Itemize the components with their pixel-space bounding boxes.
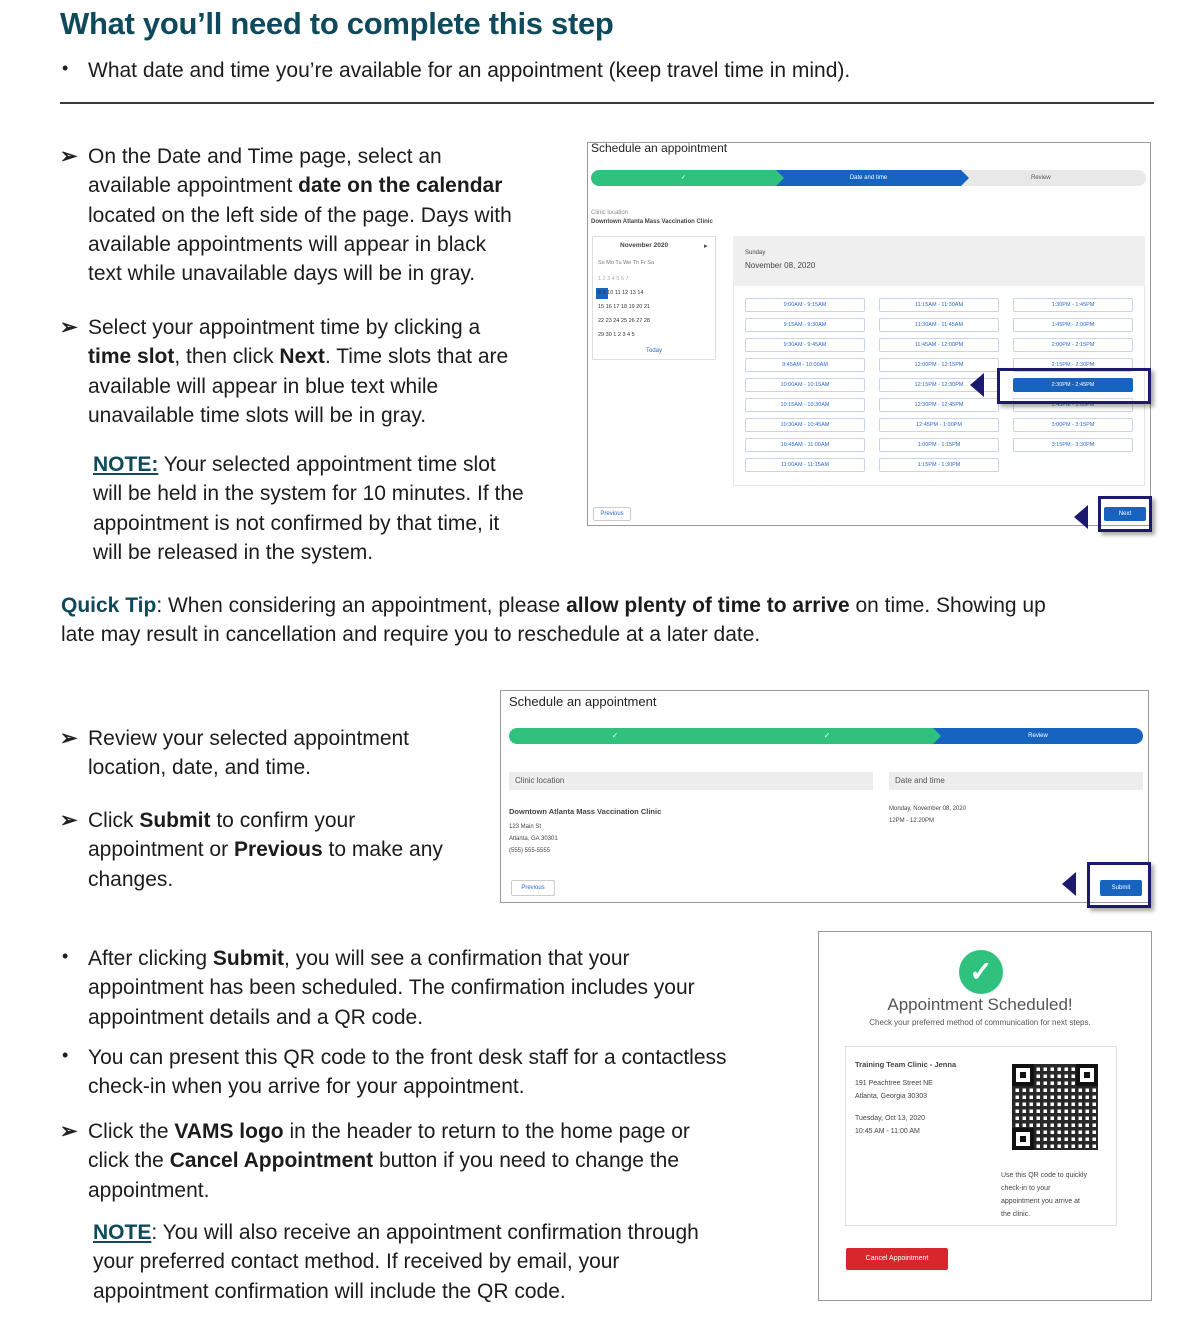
chevron-icon [776,170,784,186]
text-line: changes. [88,867,174,891]
text-fragment: to confirm your [210,809,356,832]
next-button[interactable]: Next [1104,507,1146,521]
text-line: text while unavailable days will be in gray. [88,262,476,286]
time-slot[interactable]: 11:30AM - 11:45AM [879,318,999,332]
bold-text: Next [279,345,325,369]
clinic-name: Training Team Clinic - Jenna [855,1060,957,1069]
qr-note-line: check-in to your [1001,1185,1051,1192]
time-slot[interactable]: 9:45AM - 10:00AM [745,358,865,372]
time-slot-instructions [88,313,568,430]
arrow-bullet-icon: ➢ [60,727,78,750]
pointer-triangle-icon [1074,505,1088,529]
text-line [88,1117,808,1146]
previous-button[interactable]: Previous [511,880,555,896]
qr-note-line: Use this QR code to quickly [1001,1172,1087,1179]
text-fragment: After clicking [88,947,213,970]
time-slot[interactable]: 10:00AM - 10:15AM [745,378,865,392]
arrow-bullet-icon: ➢ [60,809,78,832]
text-fragment: . Time slots that are [324,345,509,369]
submit-instructions [88,806,488,894]
weekday-row: Su Mo Tu We Th Fr Sa [598,260,655,266]
calendar-week[interactable]: 29 30 1 2 3 4 5 [598,332,635,338]
clinic-name: Downtown Atlanta Mass Vaccination Clinic [591,219,713,225]
text-fragment: Your selected appointment time slot [158,453,496,476]
progress-bar [591,170,1146,186]
calendar-instructions [88,142,568,288]
time-slot[interactable]: 10:15AM - 10:30AM [745,398,865,412]
bold-text: time slot [88,345,175,369]
text-line [88,171,568,200]
text-fragment: appointment or [88,838,234,862]
screenshot-title: Schedule an appointment [509,694,657,709]
note-block [93,450,573,567]
text-fragment: in the header to return to the home page or [283,1120,690,1143]
bullet-icon: • [62,1045,69,1065]
bold-text: Previous [233,838,323,862]
time-slot[interactable]: 11:00AM - 11:15AM [745,458,865,472]
text-line [93,1218,813,1247]
bold-text: Cancel Appointment [169,1149,374,1173]
bold-text: date on the calendar [298,174,503,198]
day-name: Sunday [745,250,766,256]
text-fragment: button if you need to change the [373,1149,680,1173]
text-fragment: Click [88,809,140,832]
requirement-text: What date and time you’re available for an appointment (keep travel time in mind). [88,59,851,82]
chevron-icon [933,728,941,744]
clinic-location-header: Clinic location [509,772,873,790]
progress-step-done [591,170,776,186]
text-fragment: : You will also receive an appointment confirmation through [151,1221,699,1244]
text-line: appointment details and a QR code. [88,1005,424,1029]
confirmation-subtext: Check your preferred method of communication for next steps. [869,1018,1091,1027]
time-slot[interactable]: 3:00PM - 3:15PM [1013,418,1133,432]
text-line: location, date, and time. [88,756,311,780]
appointment-date: Tuesday, Oct 13, 2020 [855,1115,926,1122]
qr-code-description [88,1043,808,1102]
text-line: located on the left side of the page. Days with [88,203,512,227]
text-line: On the Date and Time page, select an [88,145,442,168]
appointment-time: 10:45 AM - 11:00 AM [855,1128,920,1135]
clinic-name: Downtown Atlanta Mass Vaccination Clinic [509,807,662,816]
text-line: late may result in cancellation and require you to reschedule at a later date. [61,623,761,647]
text-line: appointment. [88,1178,210,1202]
submit-button[interactable]: Submit [1100,880,1142,896]
time-slot[interactable]: 9:00AM - 9:15AM [745,298,865,312]
progress-step-done [721,728,933,744]
text-line: appointment has been scheduled. The confirmation includes your [88,976,695,1000]
date-time-header: Date and time [889,772,1143,790]
calendar-month: November 2020 [620,242,669,249]
calendar-week[interactable]: 8 9 10 11 12 13 14 [598,290,644,296]
time-slot[interactable]: 10:30AM - 10:45AM [745,418,865,432]
time-slot[interactable]: 12:00PM - 12:15PM [879,358,999,372]
next-button-callout [1098,496,1152,532]
check-icon: ✓ [680,175,687,181]
screenshot-title: Schedule an appointment [591,141,728,155]
text-line [88,944,808,973]
text-line [88,342,568,371]
pointer-triangle-icon [970,373,984,397]
text-line: available appointments will appear in black [88,232,487,256]
chevron-icon [721,728,729,744]
qr-note-line: appointment you arrive at [1001,1198,1080,1205]
text-line: Review your selected appointment [88,727,410,750]
time-slot[interactable]: 1:45PM - 2:00PM [1013,318,1133,332]
clinic-address: 191 Peachtree Street NE [855,1080,933,1087]
next-month-icon[interactable]: ▸ [704,243,708,250]
progress-step-done [509,728,721,744]
tip-label: Quick Tip [61,594,157,617]
text-fragment: available appointment [88,174,299,198]
today-link[interactable]: Today [646,348,663,354]
check-icon: ✓ [823,731,831,740]
step-label: Date and time [849,175,888,181]
text-line [88,835,488,864]
bold-text: allow plenty of time to arrive [566,594,850,617]
qr-finder-icon [1012,1128,1034,1150]
calendar-week[interactable]: 22 23 24 25 26 27 28 [598,318,650,324]
time-slot[interactable]: 2:15PM - 2:30PM [1013,358,1133,372]
time-slot[interactable]: 1:30PM - 1:45PM [1013,298,1133,312]
pointer-triangle-icon [1062,872,1076,896]
progress-step-review [961,170,1146,186]
time-slot[interactable]: 3:15PM - 3:30PM [1013,438,1133,452]
clinic-city: Atlanta, Georgia 30303 [855,1093,927,1100]
time-slot-callout [997,368,1151,404]
page-heading: What you’ll need to complete this step [60,6,614,41]
text-line: appointment confirmation will include the QR code. [93,1279,566,1303]
time-slot[interactable]: 11:15AM - 11:30AM [879,298,999,312]
text-line: your preferred contact method. If received by email, your [93,1250,620,1274]
check-icon: ✓ [611,731,619,740]
text-line [88,1146,808,1175]
bold-text: Submit [139,809,211,832]
time-slot[interactable]: 1:15PM - 1:30PM [879,458,999,472]
date-heading: November 08, 2020 [745,261,816,270]
chevron-icon [961,170,969,186]
time-slot[interactable]: 9:15AM - 9:30AM [745,318,865,332]
clinic-city: Atlanta, GA 30301 [509,836,558,842]
text-line: appointment is not confirmed by that time, it [93,511,500,535]
selected-time-slot[interactable]: 2:30PM - 2:45PM [1013,378,1133,392]
text-fragment: to make any [322,838,443,862]
time-slot[interactable]: 12:15PM - 12:30PM [879,378,999,392]
step-label: Review [1028,733,1048,739]
text-line: will be released in the system. [93,540,374,564]
bullet-icon: • [62,58,69,78]
text-line: Select your appointment time by clicking a [88,316,481,339]
time-slot[interactable]: 2:00PM - 2:15PM [1013,338,1133,352]
bold-text: Submit [212,947,285,970]
text-line: check-in when you arrive for your appointment. [88,1075,525,1099]
clinic-label: Clinic location [591,210,629,216]
time-slot[interactable]: 2:45PM - 3:00PM [1013,398,1133,412]
note-block [93,1218,813,1306]
qr-finder-icon [1012,1064,1034,1086]
progress-step-review [933,728,1143,744]
previous-button[interactable]: Previous [593,507,631,521]
appointment-time: 12PM - 12:20PM [889,818,935,824]
qr-note-line: the clinic. [1001,1211,1031,1218]
text-line [61,591,1161,620]
time-slot[interactable]: 11:45AM - 12:00PM [879,338,999,352]
text-fragment: on time. Showing up [849,594,1046,617]
text-fragment: : When considering an appointment, please [156,594,567,617]
appointment-date: Monday, November 08, 2020 [889,806,966,812]
confirmation-heading: Appointment Scheduled! [887,995,1073,1014]
note-label: NOTE [93,1221,152,1244]
progress-step-date [776,170,961,186]
calendar-week[interactable]: 1 2 3 4 5 6 7 [598,276,629,282]
text-line [88,806,488,835]
text-fragment: , you will see a confirmation that your [284,947,630,970]
step-label: Review [1031,175,1051,181]
text-line: will be held in the system for 10 minutes. If the [93,482,524,506]
text-line: You can present this QR code to the front desk staff for a contactless [88,1046,727,1069]
text-line [93,450,573,479]
calendar [592,236,716,360]
calendar-week[interactable]: 15 16 17 18 19 20 21 [598,304,650,310]
arrow-bullet-icon: ➢ [60,145,78,168]
arrow-bullet-icon: ➢ [60,316,78,339]
text-fragment: , then click [174,345,280,369]
cancel-appointment-button[interactable]: Cancel Appointment [846,1248,948,1270]
qr-finder-icon [1076,1064,1098,1086]
quick-tip [61,591,1161,650]
arrow-bullet-icon: ➢ [60,1120,78,1143]
text-fragment: click the [88,1149,170,1173]
clinic-address: 123 Main St [509,824,542,830]
bullet-icon: • [62,946,69,966]
text-line: available will appear in blue text while [88,374,439,398]
bold-text: VAMS logo [174,1120,284,1143]
time-slot[interactable]: 9:30AM - 9:45AM [745,338,865,352]
review-instructions [88,724,488,783]
text-line: unavailable time slots will be in gray. [88,403,427,427]
time-slot[interactable]: 10:45AM - 11:00AM [745,438,865,452]
review-screenshot [500,690,1149,903]
navigation-instructions [88,1117,808,1205]
time-slot[interactable]: 12:30PM - 12:45PM [879,398,999,412]
time-slot[interactable]: 12:45PM - 1:00PM [879,418,999,432]
success-check-icon: ✓ [959,950,1003,994]
clinic-phone: (555) 555-5555 [509,848,551,854]
progress-bar [509,728,1143,744]
confirmation-description [88,944,808,1032]
note-label: NOTE: [93,453,159,476]
divider [60,102,1154,104]
time-slot[interactable]: 1:00PM - 1:15PM [879,438,999,452]
submit-button-callout [1087,862,1151,908]
text-fragment: Click the [88,1120,175,1143]
